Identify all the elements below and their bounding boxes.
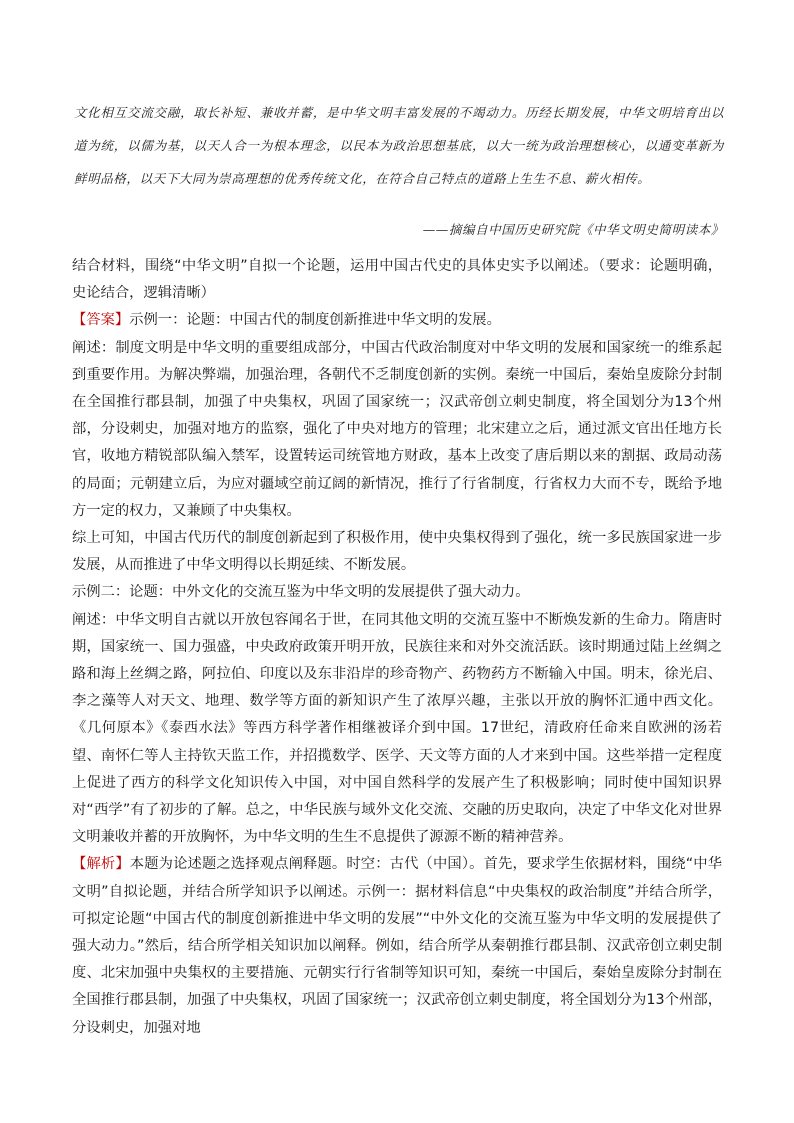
material-quote: 文化相互交流交融，取长补短、兼收并蓄，是中华文明丰富发展的不竭动力。历经长期发展，中华文明培育出以道为统，以儒为基，以天人合一为根本理念，以民本为政治思想基底，以大一统为政治理想核心，以通变革新为鲜明品格，以天下大同为崇高理想的优秀传统文化，在符合自己特点的道路上生生不息、薪火相传。 xyxy=(74,105,724,186)
analysis-body-text: 本题为论述题之选择观点阐释题。时空：古代（中国）。首先，要求学生依据材料，围绕“中华文明”自拟论题，并结合所学知识予以阐述。示例一：据材料信息“中央集权的政治制度”并结合所学，可拟定论题“中国古代的制度创新推进中华文明的发展”“中外文化的交流互鉴为中华文明的发展提供了强大动力。”然后，结合所学相关知识加以阐释。例如，结合所学从秦朝推行郡县制、汉武帝创立刺史制度、北宋加强中央集权的主要措施、元朝实行行省制等知识可知，秦统一中国后，秦始皇废除分封制在全国推行郡县制，加强了中央集权，巩固了国家统一；汉武帝创立刺史制度，将全国划分为13个州部，分设刺史，加强对地 xyxy=(72,856,722,1036)
question-text: 结合材料，围绕“中华文明”自拟一个论题，运用中国古代史的具体史实予以阐述。（要求：论题明确，史论结合，逻辑清晰） xyxy=(72,258,722,302)
answer-example1-title xyxy=(72,307,722,334)
answer-example1-summary: 综上可知，中国古代历代的制度创新起到了积极作用，使中央集权得到了强化，统一多民族国家进一步发展，从而推进了中华文明得以长期延续、不断发展。 xyxy=(72,530,722,574)
answer-tag: 【答案】 xyxy=(72,312,130,329)
quote-source: ——摘编自中国历史研究院《中华文明史简明读本》 xyxy=(422,222,724,237)
answer-example2-title: 示例二：论题：中外文化的交流互鉴为中华文明的发展提供了强大动力。 xyxy=(72,584,530,601)
analysis-tag: 【解析】 xyxy=(72,856,130,873)
answer-example1-body: 阐述：制度文明是中华文明的重要组成部分，中国古代政治制度对中华文明的发展和国家统一的维系起到重要作用。为解决弊端，加强治理，各朝代不乏制度创新的实例。秦统一中国后，秦始皇废除分封制在全国推行郡县制，加强了中央集权，巩固了国家统一；汉武帝创立刺史制度，将全国划分为13个州部，分设刺史，加强对地方的监察，强化了中央对地方的管理；北宋建立之后，通过派文官出任地方长官，收地方精锐部队编入禁军，设置转运司统管地方财政，基本上改变了唐后期以来的割据、政局动荡的局面；元朝建立后，为应对疆域空前辽阔的新情况，推行了行省制度，行省权力大而不专，既给予地方一定的权力，又兼顾了中央集权。 xyxy=(72,339,722,519)
answer-example2-body: 阐述：中华文明自古就以开放包容闻名于世，在同其他文明的交流互鉴中不断焕发新的生命力。隋唐时期，国家统一、国力强盛，中央政府政策开明开放，民族往来和对外交流活跃。该时期通过陆上丝绸之路和海上丝绸之路，阿拉伯、印度以及东非沿岸的珍奇物产、药物药方不断输入中国。明末，徐光启、李之藻等人对天文、地理、数学等方面的新知识产生了浓厚兴趣，主张以开放的胸怀汇通中西文化。《几何原本》《泰西水法》等西方科学著作相继被译介到中国。17世纪，清政府任命来自欧洲的汤若望、南怀仁等人主持钦天监工作，并招揽数学、医学、天文等方面的人才来到中国。这些举措一定程度上促进了西方的科学文化知识传入中国，对中国自然科学的发展产生了积极影响；同时使中国知识界对“西学”有了初步的了解。总之，中华民族与域外文化交流、交融的历史取向，决定了中华文化对世界文明兼收并蓄的开放胸怀，为中华文明的生生不息提供了源源不断的精神营养。 xyxy=(72,611,722,846)
example1-title-text: 示例一：论题：中国古代的制度创新推进中华文明的发展。 xyxy=(129,312,501,329)
main-content xyxy=(72,253,722,1042)
analysis-paragraph xyxy=(72,851,722,1041)
